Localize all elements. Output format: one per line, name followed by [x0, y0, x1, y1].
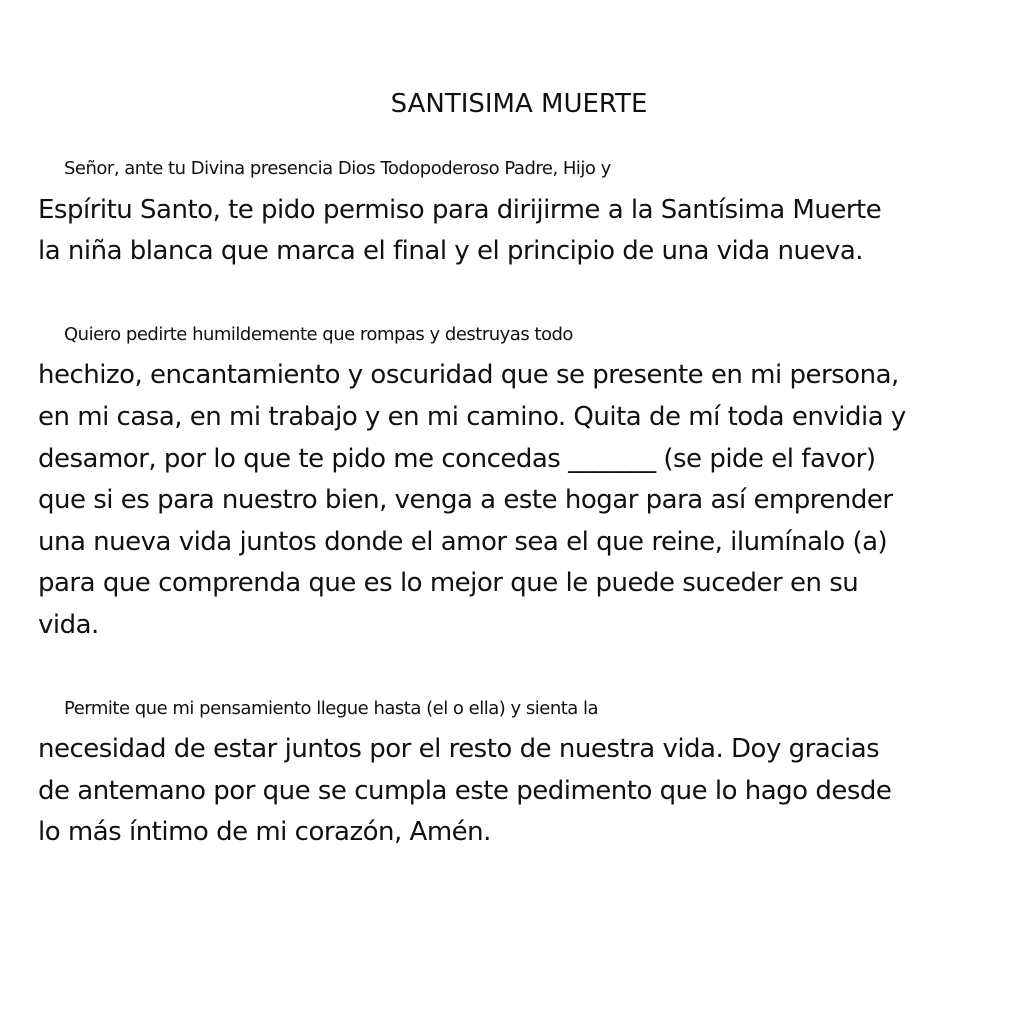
paragraph-line: en mi casa, en mi trabajo y en mi camino. Quita de mí toda envidia y: [38, 401, 906, 432]
paragraph-line: de antemano por que se cumpla este pedimento que lo hago desde: [38, 775, 892, 806]
paragraph-line: Permite que mi pensamiento llegue hasta (el o ella) y sienta la: [64, 697, 599, 719]
document-page: [38, 84, 988, 895]
paragraph-3: [38, 688, 988, 854]
paragraph-line: para que comprenda que es lo mejor que le puede suceder en su: [38, 568, 859, 599]
paragraph-line: una nueva vida juntos donde el amor sea el que reine, ilumínalo (a): [38, 526, 888, 557]
paragraph-line: desamor, por lo que te pido me concedas _______ (se pide el favor): [38, 443, 876, 474]
paragraph-2: [38, 314, 988, 647]
paragraph-line: la niña blanca que marca el final y el principio de una vida nueva.: [38, 236, 864, 267]
paragraph-line: Espíritu Santo, te pido permiso para dirijirme a la Santísima Muerte: [38, 194, 882, 225]
paragraph-1: [38, 148, 988, 273]
paragraph-line: hechizo, encantamiento y oscuridad que se presente en mi persona,: [38, 360, 899, 391]
paragraph-line: lo más íntimo de mi corazón, Amén.: [38, 817, 491, 848]
paragraph-line: Señor, ante tu Divina presencia Dios Todopoderoso Padre, Hijo y: [64, 158, 611, 179]
paragraph-line: que si es para nuestro bien, venga a este hogar para así emprender: [38, 485, 893, 516]
document-title: SANTISIMA MUERTE: [390, 89, 648, 119]
paragraph-line: vida.: [38, 609, 99, 640]
paragraph-line: necesidad de estar juntos por el resto de nuestra vida. Doy gracias: [38, 734, 880, 765]
paragraph-line: Quiero pedirte humildemente que rompas y destruyas todo: [64, 323, 573, 345]
